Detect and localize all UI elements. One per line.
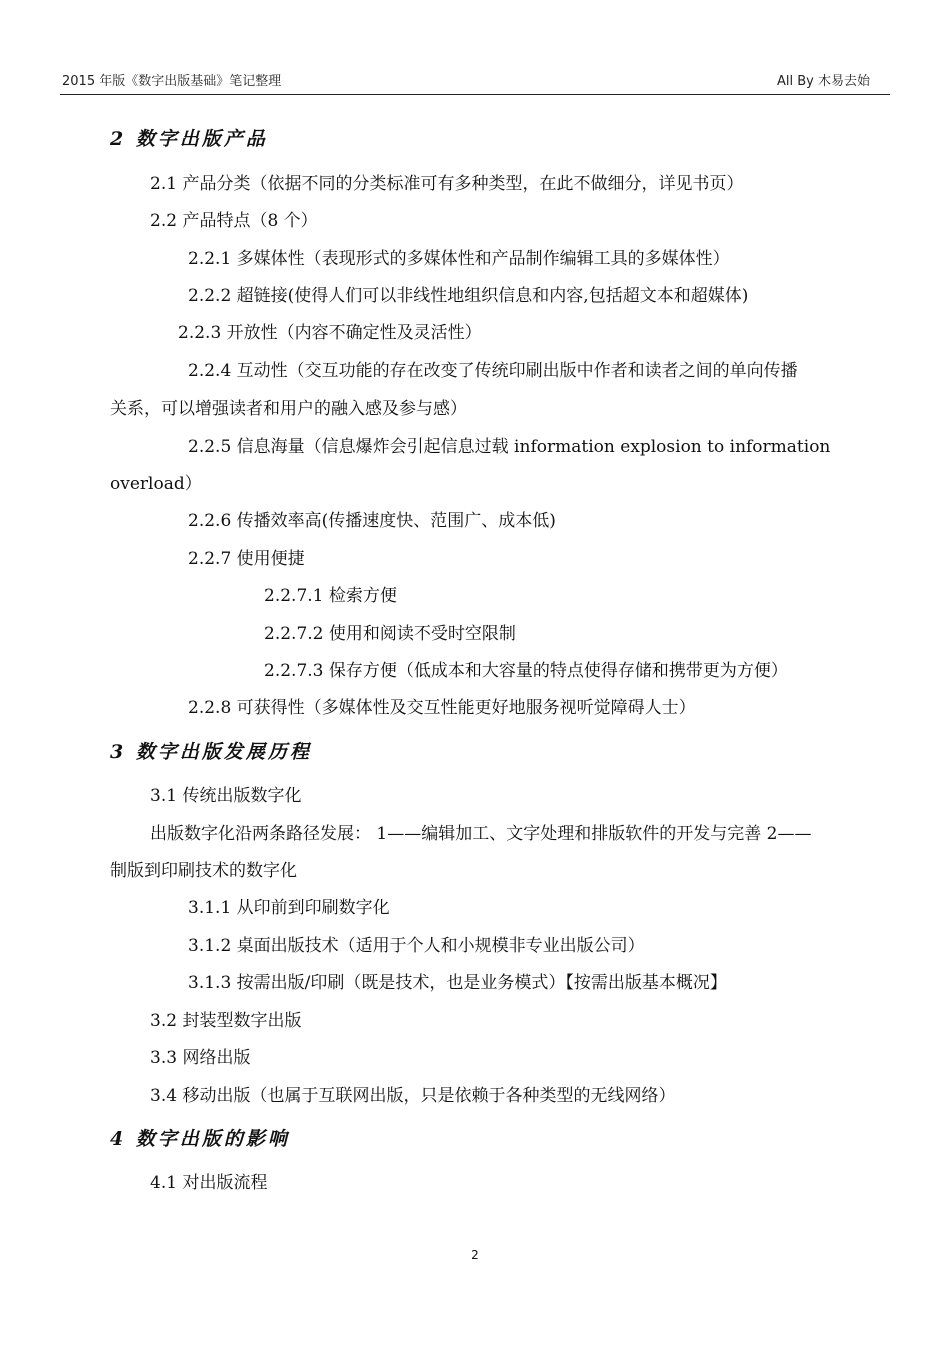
- page-number: 2: [471, 1248, 479, 1262]
- outline-item: 2.2.3 开放性（内容不确定性及灵活性）: [178, 323, 482, 343]
- outline-item: 3.1.2 桌面出版技术（适用于个人和小规模非专业出版公司）: [188, 936, 645, 956]
- outline-item: 2.1 产品分类（依据不同的分类标准可有多种类型，在此不做细分，详见书页）: [150, 174, 744, 194]
- outline-item: 3.2 封装型数字出版: [150, 1011, 302, 1031]
- outline-item: 2.2.4 互动性（交互功能的存在改变了传统印刷出版中作者和读者之间的单向传播: [188, 361, 798, 381]
- outline-item: 2.2.7.3 保存方便（低成本和大容量的特点使得存储和携带更为方便）: [264, 661, 788, 681]
- outline-item-continuation: 关系，可以增强读者和用户的融入感及参与感）: [110, 399, 467, 419]
- body-paragraph: 出版数字化沿两条路径发展： 1——编辑加工、文字处理和排版软件的开发与完善 2——: [150, 824, 812, 844]
- header-divider: [60, 94, 890, 95]
- outline-item: 2.2.1 多媒体性（表现形式的多媒体性和产品制作编辑工具的多媒体性）: [188, 249, 730, 269]
- outline-item: 4.1 对出版流程: [150, 1173, 268, 1193]
- section-heading: 4 数字出版的影响: [110, 1128, 290, 1150]
- body-paragraph-continuation: 制版到印刷技术的数字化: [110, 861, 297, 881]
- outline-item-continuation: overload）: [110, 474, 202, 494]
- outline-item: 3.1 传统出版数字化: [150, 786, 302, 806]
- outline-item: 2.2.6 传播效率高(传播速度快、范围广、成本低): [188, 511, 556, 531]
- header-author: All By 木易去始: [777, 74, 870, 89]
- section-heading: 3 数字出版发展历程: [110, 741, 312, 763]
- header-title: 2015 年版《数字出版基础》笔记整理: [62, 74, 282, 89]
- outline-item: 2.2.8 可获得性（多媒体性及交互性能更好地服务视听觉障碍人士）: [188, 698, 696, 718]
- outline-item: 3.1.3 按需出版/印刷（既是技术，也是业务模式）【按需出版基本概况】: [188, 973, 727, 993]
- outline-item: 2.2 产品特点（8 个）: [150, 211, 318, 231]
- section-heading: 2 数字出版产品: [110, 128, 268, 150]
- outline-item: 3.1.1 从印前到印刷数字化: [188, 898, 390, 918]
- outline-item: 2.2.2 超链接(使得人们可以非线性地组织信息和内容,包括超文本和超媒体): [188, 286, 749, 306]
- outline-item: 2.2.7.2 使用和阅读不受时空限制: [264, 624, 516, 644]
- outline-item: 3.3 网络出版: [150, 1048, 251, 1068]
- outline-item: 3.4 移动出版（也属于互联网出版，只是依赖于各种类型的无线网络）: [150, 1086, 676, 1106]
- outline-item: 2.2.7 使用便捷: [188, 549, 305, 569]
- outline-item: 2.2.5 信息海量（信息爆炸会引起信息过载 information explosion to information: [188, 437, 831, 457]
- outline-item: 2.2.7.1 检索方便: [264, 586, 397, 606]
